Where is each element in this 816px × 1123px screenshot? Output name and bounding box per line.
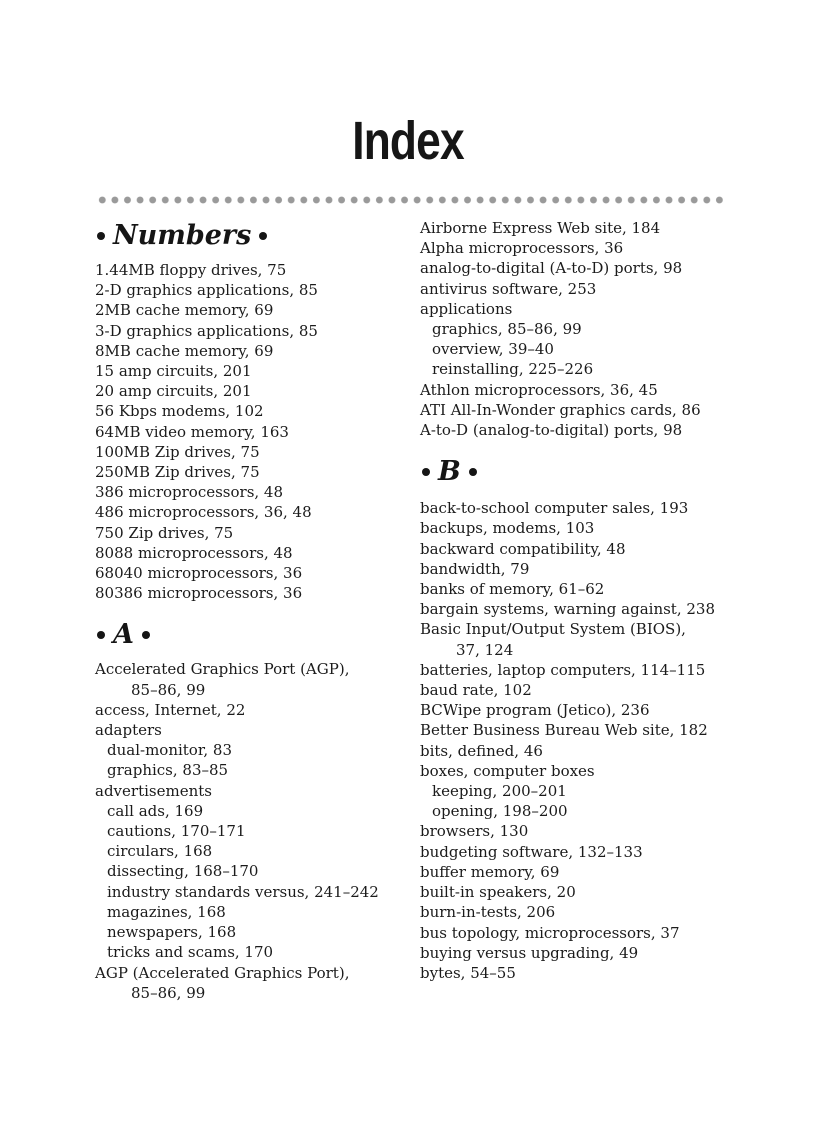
index-entry: built-in speakers, 20 — [420, 883, 576, 902]
section-heading — [95, 218, 405, 254]
index-entry: graphics, 85–86, 99 — [432, 320, 582, 339]
index-entry: advertisements — [95, 781, 212, 800]
index-entry: Alpha microprocessors, 36 — [420, 239, 624, 258]
index-entry: call ads, 169 — [107, 801, 204, 820]
index-entry: buying versus upgrading, 49 — [420, 943, 639, 962]
index-entry: newspapers, 168 — [107, 923, 237, 942]
index-entry: 2-D graphics applications, 85 — [95, 281, 318, 300]
section-b — [420, 454, 730, 983]
section-heading-text: Numbers — [113, 220, 252, 251]
index-entry: 64MB video memory, 163 — [95, 422, 289, 441]
index-entry: adapters — [95, 721, 162, 740]
section-heading-text: B — [438, 456, 461, 488]
index-entry: Airborne Express Web site, 184 — [420, 219, 661, 237]
index-entry: 37, 124 — [456, 640, 514, 659]
index-entry: 386 microprocessors, 48 — [95, 483, 284, 502]
index-entry: Athlon microprocessors, 36, 45 — [420, 380, 658, 399]
index-entry: magazines, 168 — [107, 902, 226, 921]
section-heading — [420, 454, 730, 490]
bullet-icon — [422, 468, 430, 476]
bullet-icon — [259, 232, 267, 240]
index-entry: Basic Input/Output System (BIOS), — [420, 620, 686, 639]
index-entry: access, Internet, 22 — [95, 700, 246, 719]
index-entry: budgeting software, 132–133 — [420, 842, 643, 861]
index-entry: 8088 microprocessors, 48 — [95, 543, 293, 562]
index-entry: BCWipe program (Jetico), 236 — [420, 701, 650, 720]
index-entry: industry standards versus, 241–242 — [107, 882, 379, 901]
index-entry: 80386 microprocessors, 36 — [95, 584, 303, 603]
bullet-icon — [97, 232, 105, 240]
index-entry: ATI All-In-Wonder graphics cards, 86 — [420, 400, 701, 419]
index-entry: 8MB cache memory, 69 — [95, 341, 274, 360]
index-entry: backward compatibility, 48 — [420, 539, 626, 558]
index-entry: circulars, 168 — [107, 842, 213, 861]
index-entry: batteries, laptop computers, 114–115 — [420, 660, 706, 679]
index-entry: analog-to-digital (A-to-D) ports, 98 — [420, 259, 683, 278]
section-a — [95, 617, 405, 1002]
left-column — [95, 218, 405, 1003]
index-entry: applications — [420, 299, 513, 318]
index-entry: overview, 39–40 — [432, 340, 554, 359]
entry-list — [95, 659, 405, 1002]
index-entry: back-to-school computer sales, 193 — [420, 499, 689, 518]
index-entry: 85–86, 99 — [131, 983, 206, 1002]
index-entry: baud rate, 102 — [420, 681, 532, 700]
index-entry: AGP (Accelerated Graphics Port), — [95, 963, 350, 982]
index-entry: bytes, 54–55 — [420, 963, 516, 982]
index-entry: 85–86, 99 — [131, 680, 206, 699]
index-entry: 2MB cache memory, 69 — [95, 301, 274, 320]
index-entry: tricks and scams, 170 — [107, 943, 274, 962]
index-entry: 486 microprocessors, 36, 48 — [95, 503, 312, 522]
section-numbers — [95, 218, 405, 603]
page-title: Index — [352, 111, 464, 171]
entry-list — [420, 498, 730, 983]
index-entry: 1.44MB floppy drives, 75 — [95, 261, 287, 279]
entry-list — [420, 218, 730, 440]
section-heading — [95, 617, 405, 653]
section-a-continued — [420, 218, 730, 440]
right-column — [420, 218, 730, 983]
index-entry: Accelerated Graphics Port (AGP), — [95, 660, 350, 679]
index-entry: cautions, 170–171 — [107, 822, 246, 841]
index-entry: 56 Kbps modems, 102 — [95, 402, 264, 421]
index-entry: banks of memory, 61–62 — [420, 580, 605, 599]
index-entry: keeping, 200–201 — [432, 782, 567, 801]
index-entry: opening, 198–200 — [432, 802, 568, 821]
index-entry: A-to-D (analog-to-digital) ports, 98 — [420, 421, 683, 440]
dotted-divider — [96, 194, 726, 206]
index-entry: bus topology, microprocessors, 37 — [420, 923, 680, 942]
index-entry: Better Business Bureau Web site, 182 — [420, 721, 708, 740]
index-entry: backups, modems, 103 — [420, 519, 595, 538]
index-entry: 68040 microprocessors, 36 — [95, 564, 303, 583]
index-entry: boxes, computer boxes — [420, 761, 595, 780]
index-entry: 20 amp circuits, 201 — [95, 382, 252, 401]
index-entry: bandwidth, 79 — [420, 559, 530, 578]
index-entry: 15 amp circuits, 201 — [95, 362, 252, 381]
index-entry: 100MB Zip drives, 75 — [95, 442, 260, 461]
index-entry: buffer memory, 69 — [420, 862, 560, 881]
index-entry: burn-in-tests, 206 — [420, 903, 556, 922]
index-entry: antivirus software, 253 — [420, 279, 597, 298]
index-entry: dissecting, 168–170 — [107, 862, 259, 881]
index-entry: bits, defined, 46 — [420, 741, 543, 760]
index-entry: browsers, 130 — [420, 822, 529, 841]
section-heading-text: A — [113, 619, 134, 651]
index-entry: graphics, 83–85 — [107, 761, 229, 780]
index-entry: bargain systems, warning against, 238 — [420, 600, 715, 619]
index-entry: dual-monitor, 83 — [107, 741, 232, 760]
bullet-icon — [469, 468, 477, 476]
entry-list — [95, 260, 405, 603]
bullet-icon — [142, 631, 150, 639]
index-entry: 750 Zip drives, 75 — [95, 523, 234, 542]
bullet-icon — [97, 631, 105, 639]
index-entry: reinstalling, 225–226 — [432, 360, 594, 379]
index-entry: 3-D graphics applications, 85 — [95, 321, 318, 340]
index-entry: 250MB Zip drives, 75 — [95, 463, 260, 482]
